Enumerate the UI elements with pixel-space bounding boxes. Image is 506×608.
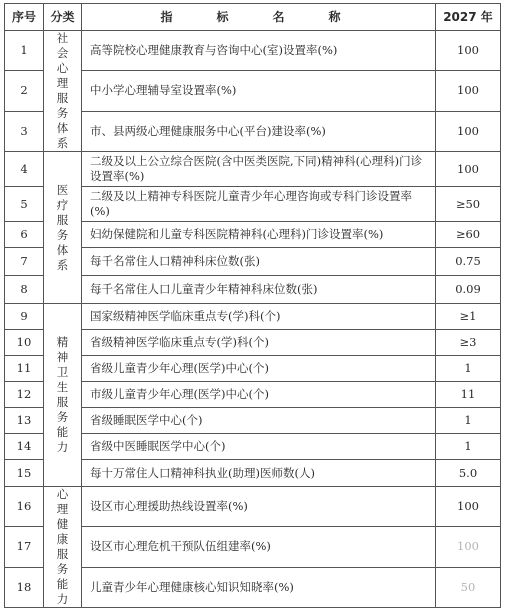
target-value: ≥3 (436, 330, 501, 356)
target-value: ≥50 (436, 187, 501, 222)
category-cell (44, 304, 82, 487)
target-value: 1 (436, 356, 501, 382)
indicator-name: 每千名常住人口儿童青少年精神科床位数(张) (82, 276, 436, 304)
target-value: 0.09 (436, 276, 501, 304)
indicator-name: 每十万常住人口精神科执业(助理)医师数(人) (82, 460, 436, 487)
indicator-name: 每千名常住人口精神科床位数(张) (82, 248, 436, 276)
row-no: 7 (5, 248, 44, 276)
table-row (5, 487, 501, 527)
row-no: 8 (5, 276, 44, 304)
header-category: 分类 (44, 4, 82, 31)
row-no: 18 (5, 567, 44, 607)
table-row (5, 31, 501, 71)
target-value: ≥60 (436, 222, 501, 248)
category-label: 医疗服务体系 (56, 182, 69, 272)
table-row (5, 152, 501, 187)
row-no: 16 (5, 487, 44, 527)
indicator-name: 市、县两级心理健康服务中心(平台)建设率(%) (82, 111, 436, 151)
target-value: 100 (436, 487, 501, 527)
indicator-name: 中小学心理辅导室设置率(%) (82, 71, 436, 111)
header-no: 序号 (5, 4, 44, 31)
header-indicator-name: 指 标 名 称 (82, 4, 436, 31)
indicator-name: 省级中医睡眠医学中心(个) (82, 434, 436, 460)
target-value: 11 (436, 382, 501, 408)
category-cell (44, 487, 82, 608)
row-no: 9 (5, 304, 44, 330)
row-no: 3 (5, 111, 44, 151)
row-no: 17 (5, 527, 44, 567)
indicator-name: 省级睡眠医学中心(个) (82, 408, 436, 434)
indicator-name: 二级及以上公立综合医院(含中医类医院,下同)精神科(心理科)门诊设置率(%) (82, 152, 436, 187)
target-value: 100 (436, 71, 501, 111)
indicator-name: 省级精神医学临床重点专(学)科(个) (82, 330, 436, 356)
row-no: 6 (5, 222, 44, 248)
indicator-name: 设区市心理危机干预队伍组建率(%) (82, 527, 436, 567)
category-label: 心理健康服务能力 (56, 487, 69, 606)
indicator-name: 儿童青少年心理健康核心知识知晓率(%) (82, 567, 436, 607)
header-year: 2027 年 (436, 4, 501, 31)
row-no: 14 (5, 434, 44, 460)
indicator-name: 妇幼保健院和儿童专科医院精神科(心理科)门诊设置率(%) (82, 222, 436, 248)
row-no: 2 (5, 71, 44, 111)
row-no: 5 (5, 187, 44, 222)
target-value: 1 (436, 408, 501, 434)
target-value: 50 (436, 567, 501, 607)
indicator-name: 高等院校心理健康教育与咨询中心(室)设置率(%) (82, 31, 436, 71)
indicator-name: 省级儿童青少年心理(医学)中心(个) (82, 356, 436, 382)
target-value: 0.75 (436, 248, 501, 276)
indicator-name: 国家级精神医学临床重点专(学)科(个) (82, 304, 436, 330)
table-row (5, 304, 501, 330)
target-value: ≥1 (436, 304, 501, 330)
row-no: 12 (5, 382, 44, 408)
row-no: 1 (5, 31, 44, 71)
target-value: 1 (436, 434, 501, 460)
row-no: 10 (5, 330, 44, 356)
category-label: 精神卫生服务能力 (56, 335, 69, 454)
target-value: 100 (436, 527, 501, 567)
target-value: 5.0 (436, 460, 501, 487)
indicator-name: 市级儿童青少年心理(医学)中心(个) (82, 382, 436, 408)
indicator-table (4, 3, 501, 608)
target-value: 100 (436, 111, 501, 151)
row-no: 11 (5, 356, 44, 382)
row-no: 15 (5, 460, 44, 487)
category-cell (44, 31, 82, 152)
target-value: 100 (436, 152, 501, 187)
row-no: 13 (5, 408, 44, 434)
indicator-name: 设区市心理援助热线设置率(%) (82, 487, 436, 527)
row-no: 4 (5, 152, 44, 187)
indicator-name: 二级及以上精神专科医院儿童青少年心理咨询或专科门诊设置率(%) (82, 187, 436, 222)
category-cell (44, 152, 82, 304)
category-label: 社会心理服务体系 (56, 31, 69, 150)
target-value: 100 (436, 31, 501, 71)
table-header-row (5, 4, 501, 31)
